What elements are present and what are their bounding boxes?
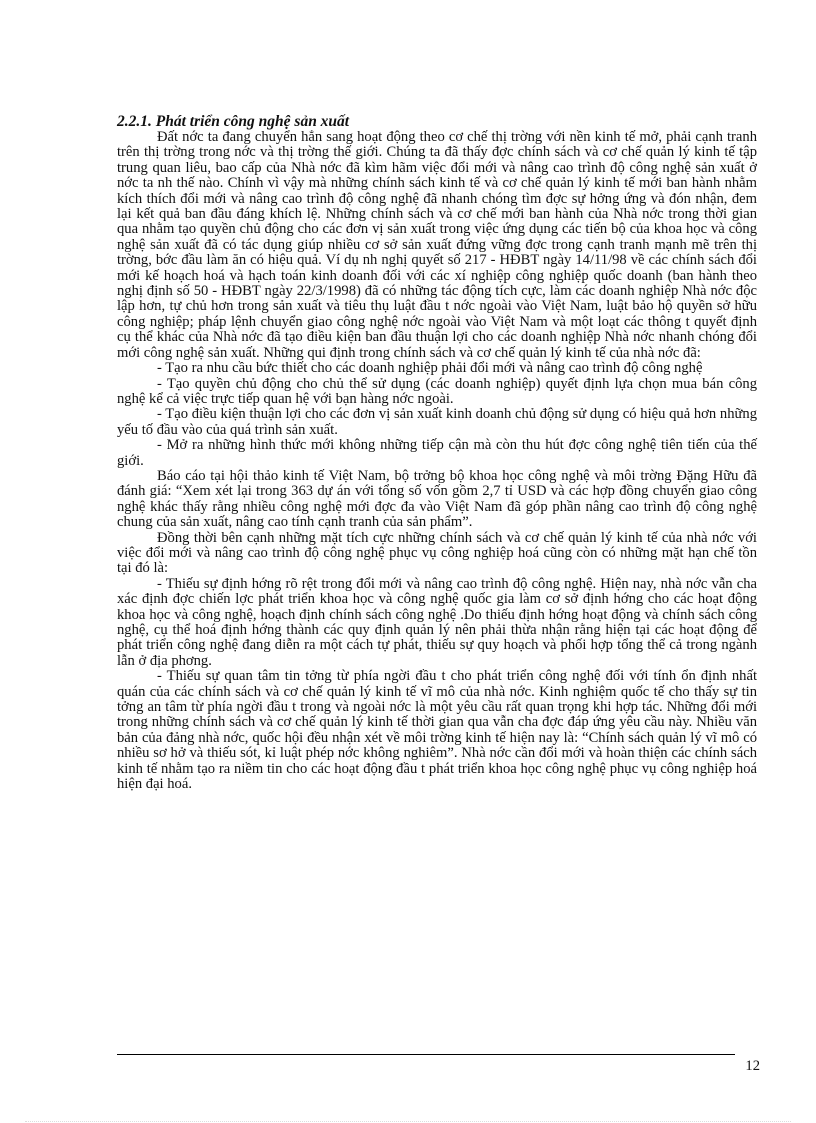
bullet-trust: - Thiếu sự quan tâm tin tởng từ phía ngời đầu t cho phát triển công nghệ đối với tính ổn định nhất quán của các chính sách và cơ chế quản lý kinh tế vĩ mô của nhà nớc. Kinh nghiệm quốc tế cho thấy sự tin tởng an tâm từ phía ngời đầu t trong và ngoài nớc là một yêu cầu rất quan trọng khi hợp tác. Những đổi mới trong những chính sách và cơ chế quản lý kinh tế thời gian qua vẫn cha đợc đáp ứng yêu cầu này. Nhiều văn bản của đảng nhà nớc, quốc hội đều nhận xét về môi trờng kinh tế hiện nay là: “Chính sách quản lý vĩ mô có nhiều sơ hở và thiếu sót, kỉ luật phép nớc không nghiêm”. Nhà nớc cần đổi mới và hoàn thiện các chính sách kinh tế nhằm tạo ra niềm tin cho các hoạt động đầu t phát triển khoa học công nghệ phục vụ công nghiệp hoá hiện đại hoá. bbox=[117, 668, 757, 793]
document-body bbox=[117, 114, 757, 792]
paragraph-report: Báo cáo tại hội thảo kinh tế Việt Nam, bộ trởng bộ khoa học công nghệ và môi trờng Đặng Hữu đã đánh giá: “Xem xét lại trong 363 dự án với tổng số vốn gồm 2,7 tỉ USD và các hợp đồng chuyển giao công nghệ khác thấy rằng nhiều công nghệ mới đợc đa vào Việt Nam đã góp phần nâng cao trình độ công nghệ chung của sản xuất, nâng cao tính cạnh tranh của sản phẩm”. bbox=[117, 467, 757, 531]
paragraph-intro: Đất nớc ta đang chuyển hẳn sang hoạt động theo cơ chế thị trờng với nền kinh tế mở, phải cạnh tranh trên thị trờng trong nớc và thị trờng thế giới. Chúng ta đã thấy đợc chính sách và cơ chế quản lý kinh tế tập trung quan liêu, bao cấp của Nhà nớc đã kìm hãm việc đổi mới và nâng cao trình độ công nghệ sản xuất ở nớc ta nh thế nào. Chính vì vậy mà những chính sách kinh tế và cơ chế quản lý kinh tế mới ban hành nhằm kích thích đổi mới và nâng cao trình độ công nghệ đã nhanh chóng tìm đợc sự hởng ứng và đón nhận, đem lại kết quả ban đầu đáng khích lệ. Những chính sách và cơ chế mới ban hành của Nhà nớc trong thời gian qua nhằm tạo quyền chủ động cho các đơn vị sản xuất trong việc ứng dụng các tiến bộ của khoa học và công nghệ sản xuất đã có tác dụng giúp nhiều cơ sở sản xuất đứng vững đợc trong cạnh tranh mạnh mẽ trên thị trờng, bớc đầu làm ăn có hiệu quả. Ví dụ nh nghị quyết số 217 - HĐBT ngày 14/11/98 về các chính sách đổi mới kế hoạch hoá và hạch toán kinh doanh đối với các xí nghiệp công nghiệp quốc doanh (ban hành theo nghị định số 50 - HĐBT ngày 22/3/1998) đã có những tác động tích cực, làm các doanh nghiệp Nhà nớc độc lập hơn, tự chủ hơn trong sản xuất và tiêu thụ luật đầu t nớc ngoài vào Việt Nam, luật bảo hộ quyền sở hữu công nghiệp; pháp lệnh chuyển giao công nghệ nớc ngoài vào Việt Nam và một loạt các thông t quyết định cụ thể khác của Nhà nớc đã tạo điều kiện ban đầu thuận lợi cho các doanh nghiệp Nhà nớc nhanh chóng đổi mới công nghệ sản xuất. Những qui định trong chính sách và cơ chế quản lý kinh tế của nhà nớc đã: bbox=[117, 129, 757, 361]
paragraph-limitations: Đồng thời bên cạnh những mặt tích cực những chính sách và cơ chế quản lý kinh tế của nhà nớc với việc đổi mới và nâng cao trình độ công nghệ phục vụ công nghiệp hoá cũng còn có những mặt hạn chế tồn tại đó là: bbox=[117, 529, 757, 577]
footer-rule bbox=[117, 1054, 735, 1055]
bullet-need: - Tạo ra nhu cầu bức thiết cho các doanh nghiệp phải đổi mới và nâng cao trình độ công nghệ bbox=[157, 360, 703, 377]
bullet-autonomy: - Tạo quyền chủ động cho chủ thể sử dụng (các doanh nghiệp) quyết định lựa chọn mua bán công nghệ kể cả việc trực tiếp quan hệ với bạn hàng nớc ngoài. bbox=[117, 375, 757, 407]
section-heading: 2.2.1. Phát triển công nghệ sản xuất bbox=[117, 113, 350, 130]
page-number: 12 bbox=[745, 1058, 760, 1074]
page-edge-dotted-line bbox=[25, 1121, 791, 1122]
bullet-orientation: - Thiếu sự định hớng rõ rệt trong đổi mới và nâng cao trình độ công nghệ. Hiện nay, nhà nớc vẫn cha xác định đợc chiến lợc phát triển khoa học và công nghệ quốc gia làm cơ sở định hớng cho các hoạt động khoa học và công nghệ, hoạch định chính sách công nghệ .Do thiếu định hớng hoạt động và chính sách công nghệ, cụ thể hoá định hớng thành các quy định quản lý nên phải thừa nhận rằng hiện tại các hoạt động để phát triển công nghệ đang diễn ra một cách tự phát, thiếu sự quy hoạch và phối hợp tổng thể cả trong ngành lẫn ở địa phơng. bbox=[117, 575, 757, 669]
bullet-efficiency: - Tạo điều kiện thuận lợi cho các đơn vị sản xuất kinh doanh chủ động sử dụng có hiệu quả hơn những yếu tố đầu vào của quá trình sản xuất. bbox=[117, 406, 757, 438]
bullet-new-forms: - Mở ra những hình thức mới không những tiếp cận mà còn thu hút đợc công nghệ tiên tiến của thế giới. bbox=[117, 437, 757, 469]
